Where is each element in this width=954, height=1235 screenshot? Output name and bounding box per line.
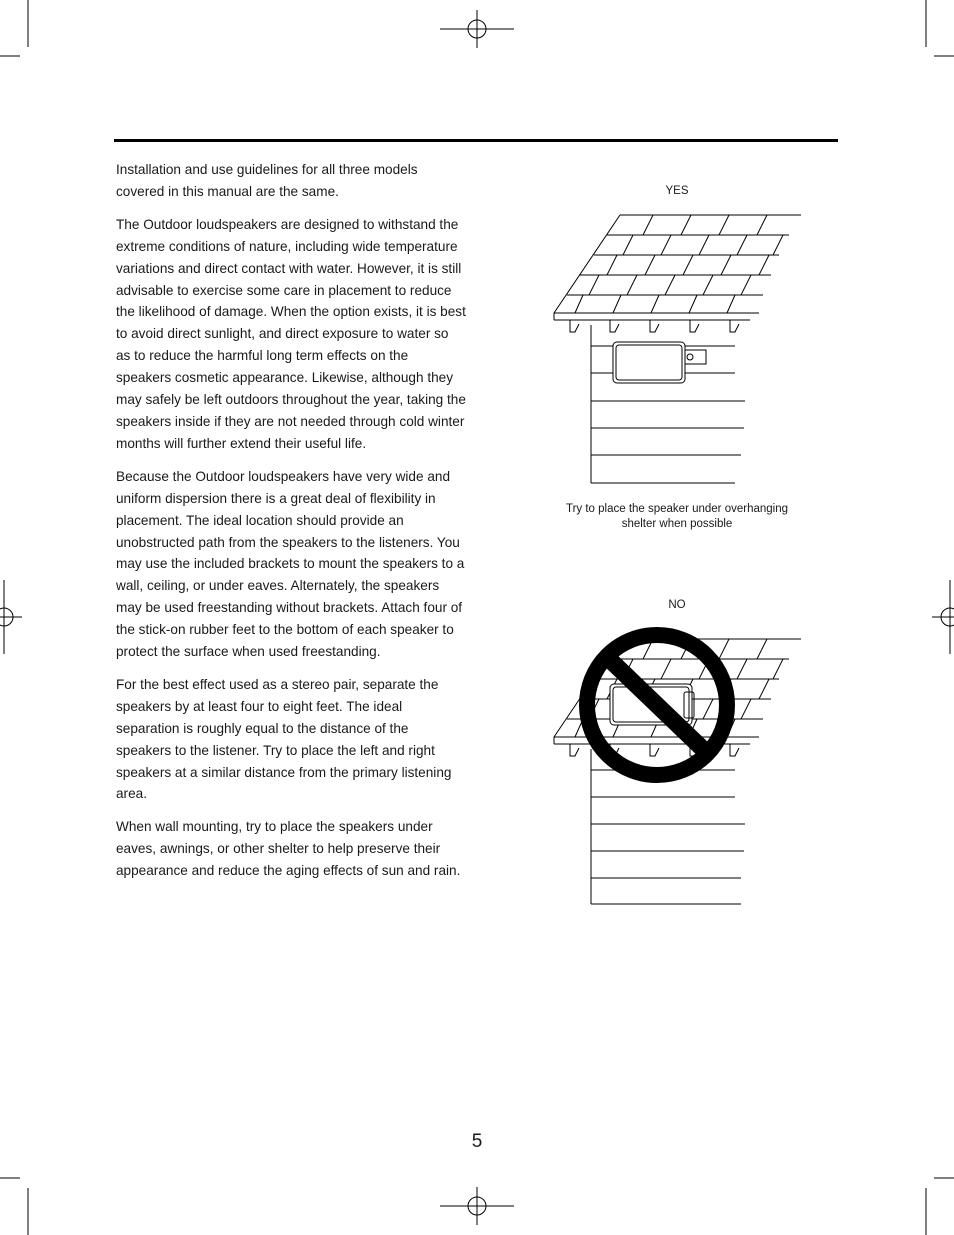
paragraph: Installation and use guidelines for all three models covered in this manual are the same. — [116, 162, 418, 199]
registration-mark-icon — [440, 10, 514, 48]
paragraph: For the best effect used as a stereo pair, separate the speakers by at least four to eight feet. The ideal separation is roughly equal to the distance of the speakers to the listener. Try to place the left and right speakers at a similar distance from the primary listening area. — [116, 676, 452, 802]
registration-mark-icon — [932, 580, 954, 654]
illustration-speaker-exposed — [545, 625, 810, 910]
no-label: NO — [668, 599, 686, 611]
figure-caption: Try to place the speaker under overhanging shelter when possible — [565, 503, 789, 530]
registration-mark-icon — [440, 1187, 514, 1225]
illustration-speaker-under-eaves — [545, 205, 810, 490]
prohibition-sign-icon — [587, 635, 727, 775]
yes-label: YES — [665, 185, 689, 197]
page-number: 5 — [471, 1131, 483, 1152]
registration-mark-icon — [0, 580, 22, 654]
header-rule — [114, 139, 838, 142]
paragraph: When wall mounting, try to place the speakers under eaves, awnings, or other shelter to help preserve their appearance and reduce the aging effects of sun and rain. — [116, 819, 461, 879]
paragraph: The Outdoor loudspeakers are designed to withstand the extreme conditions of nature, including wide temperature variations and direct contact with water. However, it is still advisable to exercise some care in placement to reduce the likelihood of damage. When the option exists, it is best to avoid direct sunlight, and direct exposure to water so as to reduce the harmful long term effects on the speakers cosmetic appearance. Likewise, although they may safely be left outdoors throughout the year, taking the speakers inside if they are not needed through cold winter months will further extend their useful life. — [116, 216, 466, 451]
paragraph: Because the Outdoor loudspeakers have very wide and uniform dispersion there is a great deal of flexibility in placement. The ideal location should provide an unobstructed path from the speakers to the listeners. You may use the included brackets to mount the speakers to a wall, ceiling, or under eaves. Alternately, the speakers may be used freestanding without brackets. Attach four of the stick-on rubber feet to the bottom of each speaker to protect the surface when used freestanding. — [116, 468, 465, 660]
body-text — [116, 159, 466, 893]
